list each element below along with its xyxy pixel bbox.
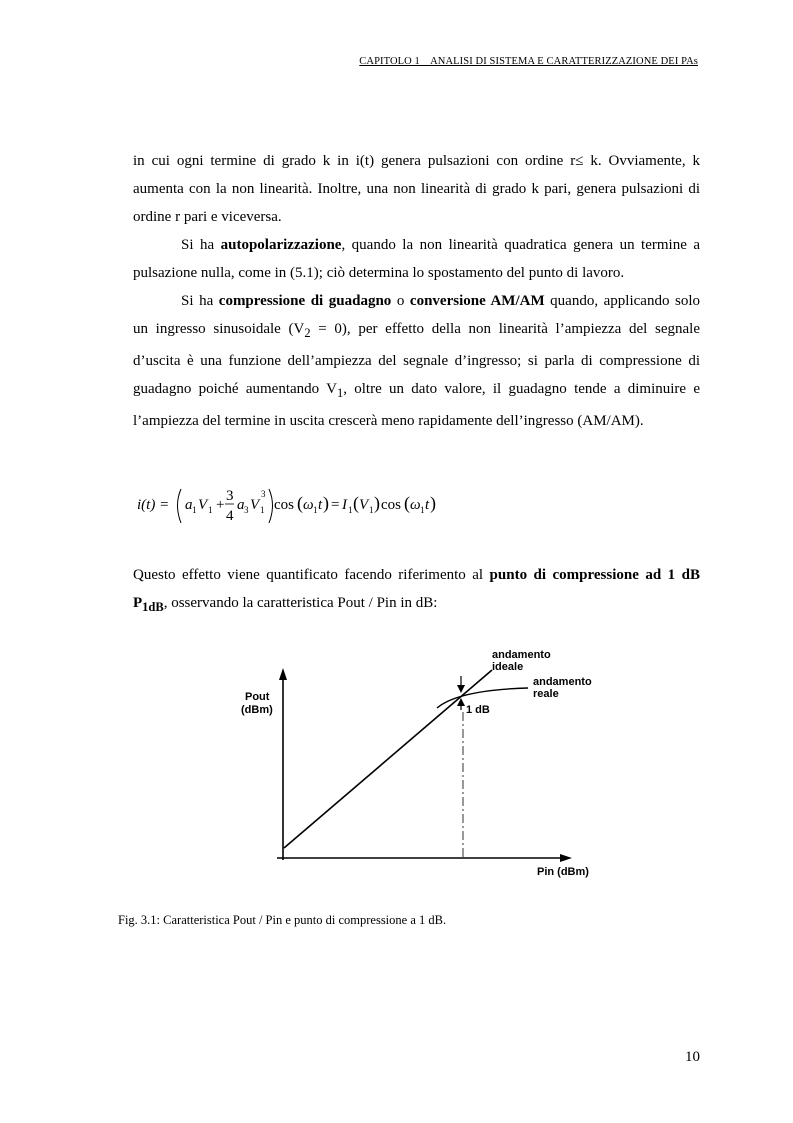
- p3-sub1: 2: [304, 326, 311, 340]
- eq-omega2: ω: [410, 497, 421, 513]
- eq-V1b: V: [250, 497, 260, 513]
- y-axis-label-line2: (dBm): [241, 704, 273, 716]
- p3-rest1: quando, applicando solo un ingresso sinusoidale (V: [133, 293, 701, 337]
- paragraph-4: [133, 561, 700, 621]
- eq-V-arg-sub: 1: [369, 505, 374, 515]
- eq-frac-num: 3: [226, 488, 234, 504]
- x-axis-label: Pin (dBm): [537, 866, 589, 878]
- eq-omega1: ω: [303, 497, 314, 513]
- eq-a1: a: [185, 497, 193, 513]
- eq-paren-open1: (: [297, 493, 303, 513]
- eq-cos1: cos: [274, 497, 294, 513]
- eq-paren-open2: (: [353, 493, 359, 513]
- eq-omega2-sub: 1: [420, 505, 425, 515]
- eq-cos2: cos: [381, 497, 401, 513]
- compression-figure: [230, 640, 600, 885]
- p3-sub2: 1: [336, 386, 344, 400]
- one-db-label: 1 dB: [466, 704, 490, 716]
- eq-frac-den: 4: [226, 508, 234, 524]
- p3-term-amam: conversione AM/AM: [409, 293, 545, 309]
- eq-V1: V: [198, 497, 208, 513]
- p3-term-compressione: compressione di guadagno: [218, 293, 392, 309]
- eq-paren-open3: (: [404, 493, 410, 513]
- figure-caption: Fig. 3.1: Caratteristica Pout / Pin e punto di compressione a 1 dB.: [118, 913, 447, 927]
- p4-rest: , osservando la caratteristica Pout / Pin in dB:: [163, 595, 438, 611]
- p3-lead: Si ha: [181, 293, 219, 309]
- real-label-line2: reale: [533, 688, 559, 700]
- eq-paren-close1: ): [323, 493, 329, 513]
- p3-rest3: , oltre un dato valore, il guadagno tende a diminuire e l’ampiezza del termine in uscita crescerà meno rapidamente dell’ingresso (AM/AM).: [133, 381, 701, 429]
- ideal-label-line2: ideale: [492, 661, 524, 673]
- paragraph-2: [133, 231, 700, 287]
- eq-V1-sub: 1: [208, 505, 213, 515]
- eq-a1-sub: 1: [192, 505, 197, 515]
- eq-a3: a: [237, 497, 245, 513]
- p4-term-sub: 1dB: [142, 600, 164, 614]
- eq-lhs: i(t) =: [137, 497, 170, 513]
- eq-V1b-sub: 1: [260, 505, 265, 515]
- p2-rest: , quando la non linearità quadratica genera un termine a pulsazione nulla, come in (5.1); ciò determina lo spostamento del punto di lavoro.: [133, 237, 700, 281]
- p3-rest2: = 0), per effetto della non linearità l’ampiezza del segnale d’uscita è una funzione dell’ampiezza del segnale d’ingresso; si parla di compressione di guadagno poiché aumentando V: [133, 321, 700, 397]
- eq-t2: t: [425, 497, 430, 513]
- eq-paren-close2: ): [374, 493, 380, 513]
- real-label-line1: andamento: [533, 676, 592, 688]
- running-header: CAPITOLO 1 _ ANALISI DI SISTEMA E CARATTERIZZAZIONE DEI PAs: [359, 56, 698, 67]
- p4-lead: Questo effetto viene quantificato facendo riferimento al: [133, 567, 490, 583]
- eq-right-paren: [269, 489, 273, 523]
- p3-mid: o: [391, 293, 410, 309]
- eq-equals: =: [331, 497, 340, 513]
- eq-I-sub: 1: [348, 505, 353, 515]
- paragraph-3: [133, 287, 700, 435]
- eq-I: I: [342, 497, 347, 513]
- eq-plus: +: [216, 497, 225, 513]
- ideal-label-line1: andamento: [492, 649, 551, 661]
- eq-left-paren: [178, 489, 182, 523]
- eq-paren-close3: ): [430, 493, 436, 513]
- y-axis-label-line1: Pout: [245, 691, 270, 703]
- p2-lead: Si ha: [181, 237, 221, 253]
- eq-exp: 3: [261, 489, 266, 499]
- body-text: [133, 147, 700, 435]
- page-number: 10: [685, 1049, 700, 1065]
- p2-term-autopolarizzazione: autopolarizzazione: [220, 237, 342, 253]
- equation-compression: [137, 483, 457, 527]
- paragraph-1: in cui ogni termine di grado k in i(t) genera pulsazioni con ordine r≤ k. Ovviamente, k aumenta con la non linearità. Inoltre, una non linearità di grado k pari, genera pulsazioni di ordine r pari e viceversa.: [133, 153, 700, 225]
- y-axis-arrow: [279, 668, 287, 680]
- eq-t1: t: [318, 497, 323, 513]
- eq-a3-sub: 3: [244, 505, 249, 515]
- p4-term-p1db: punto di compressione ad 1 dB P: [133, 567, 701, 611]
- compression-arrow-top-head: [457, 685, 465, 693]
- eq-omega1-sub: 1: [313, 505, 318, 515]
- x-axis-arrow: [560, 854, 572, 862]
- eq-V-arg: V: [359, 497, 369, 513]
